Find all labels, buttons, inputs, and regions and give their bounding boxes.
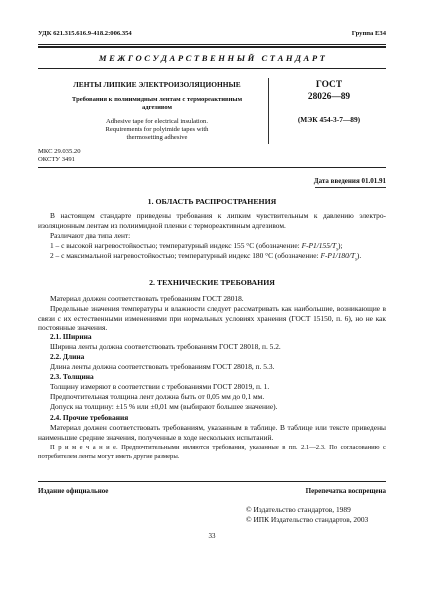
item-2-code: F-P1/180/T [320,251,355,260]
copyright-1: © Издательство стандартов, 1989 [246,505,351,514]
note-text: Предпочтительными являются требования, указанные в пп. 2.1—2.3. По согласованию с потребителем ленты могут иметь другие размеры. [38,444,386,460]
classification-rule [38,167,386,168]
english-title-1: Adhesive tape for electrical insulation. [106,118,208,125]
mks-code: МКС 29.035.20 [38,148,81,155]
section-2-note [38,444,386,461]
reprint-prohibited-label: Перепечатка воспрещена [305,487,386,495]
iec-reference: (МЭК 454-3-7—89) [297,115,361,124]
subsection-2-2-title: 2.2. Длина [50,352,85,361]
item-1-end: ); [338,241,343,250]
subsection-2-3-text-1: Толщину измеряют в соответствии с требованиями ГОСТ 28019, п. 1. [50,382,270,391]
subsection-2-3-title: 2.3. Толщина [50,372,94,381]
item-1-code: F-P1/155/T [301,241,337,250]
subsection-2-4-title: 2.4. Прочие требования [50,413,129,422]
section-2-paragraph-2: Предельные значения температуры и влажности следует рассматривать как наибольшие, возникающие в связи с их естественными изменениями при нормальных условиях хранения (ГОСТ 15150, п. 6), но не как постоянные значения. [38,304,386,333]
item-2-text: 2 – с максимальной нагревостойкостью; температурный индекс 180 °С (обозначение: [50,251,319,260]
section-1-title: 1. ОБЛАСТЬ РАСПРОСТРАНЕНИЯ [147,197,277,206]
subsection-2-3-text-3: Допуск на толщину: ±15 % или ±0,01 мм (выбирают большее значение). [50,402,278,411]
note-label: П р и м е ч а н и е. [50,444,118,451]
banner-rule [38,68,386,69]
standard-banner: М Е Ж Г О С У Д А Р С Т В Е Н Н Ы Й С Т А Н Д А Р Т [98,53,326,63]
item-1-text: 1 – с высокой нагревостойкостью; температурный индекс 155 °С (обозначение: [50,241,300,250]
top-rule-thin [38,44,386,45]
section-1-paragraph-2: Различают два типа лент: [50,231,131,240]
title-divider [268,78,269,144]
item-2-end: ). [356,251,362,260]
copyright-2: © ИПК Издательство стандартов, 2003 [246,515,369,524]
intro-date [314,177,386,185]
page-number: 33 [208,532,216,540]
document-title: ЛЕНТЫ ЛИПКИЕ ЭЛЕКТРОИЗОЛЯЦИОННЫЕ [73,80,241,89]
english-title-3: thermosetting adhesive [126,134,188,141]
official-edition-label: Издание официальное [38,487,109,495]
section-2-paragraph-1: Материал должен соответствовать требованиям ГОСТ 28018. [50,294,244,303]
section-2-title: 2. ТЕХНИЧЕСКИЕ ТРЕБОВАНИЯ [149,278,275,287]
intro-date-value: 01.01.91 [361,177,386,185]
group-code: Группа Е34 [351,30,386,37]
intro-date-rule [315,187,386,188]
subsection-2-1-title: 2.1. Ширина [50,332,92,341]
top-rule-thick [38,46,386,48]
subsection-2-2-text: Длина ленты должна соответствовать требованиям ГОСТ 28018, п. 5.3. [50,362,275,371]
gost-label: ГОСТ [315,80,343,90]
subsection-2-3-text-2: Предпочтительная толщина лент должна быть от 0,05 мм до 0,1 мм. [50,392,265,401]
document-subtitle-1: Требования к полиимидным лентам с термореактивным [71,96,243,103]
gost-number: 28026—89 [307,92,351,102]
okstu-code: ОКСТУ 3491 [38,156,75,163]
item-1-code-subscript: s [336,247,339,253]
footer-rule [38,481,386,482]
subsection-2-4-text: Материал должен соответствовать требованиям, указанным в таблице. В таблице или тексте приведены наименьшие средние значения, полученные в ходе нескольких испытаний. [38,423,386,442]
intro-date-label: Дата введения [313,177,360,185]
document-subtitle-2: адгезивом [141,104,173,111]
english-title-2: Requirements for polyimide tapes with [105,126,209,133]
subsection-2-1-text: Ширина ленты должна соответствовать требованиям ГОСТ 28018, п. 5.2. [50,342,281,351]
udk-code: УДК 621.315.616.9-418.2:006.354 [38,30,132,37]
section-1-paragraph-1: В настоящем стандарте приведены требования к липким чувствительным к давлению электро-изоляционным лентам из полиимидной пленки с термореактивным адгезивом. [38,211,386,230]
item-2-code-subscript: s [354,257,357,263]
section-1-item-2 [38,251,386,265]
